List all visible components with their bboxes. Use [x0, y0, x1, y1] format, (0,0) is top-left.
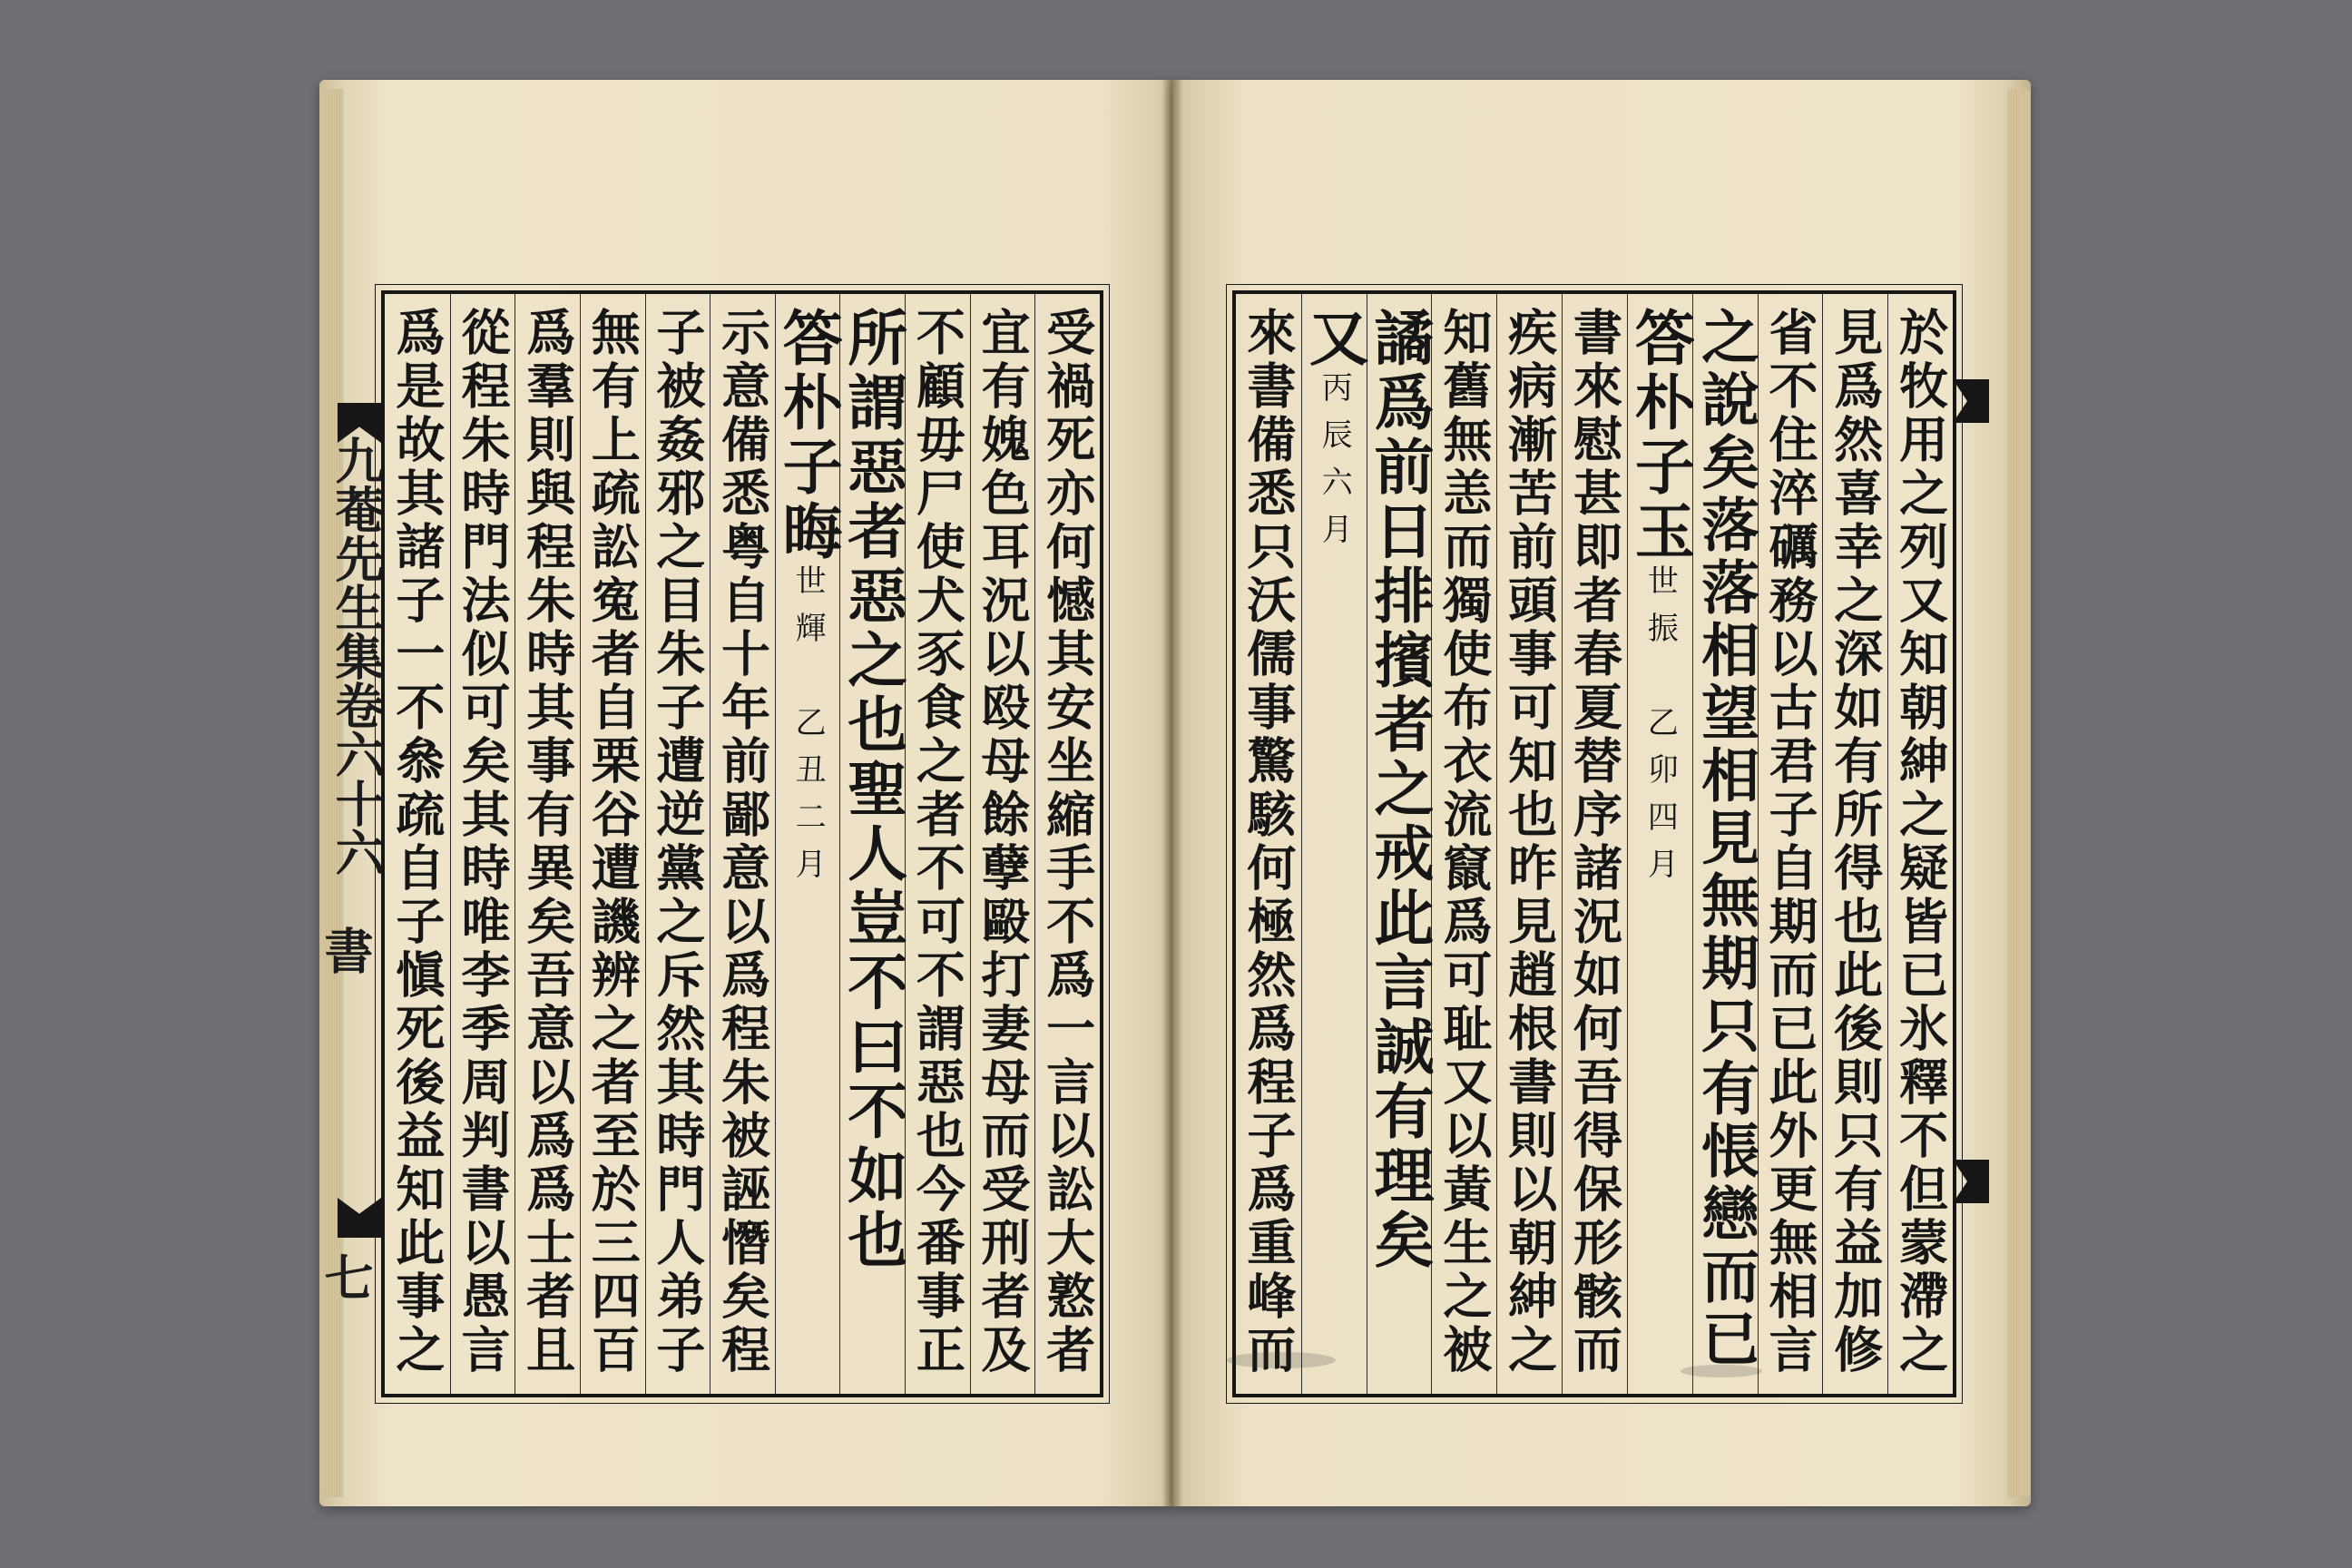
column-main-text: 無有上疏訟寃者自栗谷遭譏辨之者至於三四百: [583, 307, 642, 1377]
text-column: [905, 294, 970, 1394]
column-main-text: 知舊無恙而獨使布衣流竄爲可耻又以黃生之被: [1435, 307, 1494, 1377]
text-column: [1431, 294, 1496, 1394]
text-column: [1562, 294, 1627, 1394]
text-column: [1692, 294, 1758, 1394]
column-text: [837, 307, 908, 1273]
column-text: [1691, 307, 1760, 1371]
text-column: [580, 294, 645, 1394]
ink-smudge: [1227, 1352, 1336, 1368]
section-label: 書: [317, 926, 375, 975]
column-main-text: 爲是故其諸子一不叅疏自子愼死後益知此事之: [387, 307, 446, 1377]
text-column: [450, 294, 515, 1394]
text-column: [385, 294, 450, 1394]
column-main-text: 譎爲前日排擯者之戒此言誠有理矣: [1364, 307, 1436, 1273]
column-text: [1826, 307, 1885, 1377]
right-columns: [1236, 294, 1953, 1394]
text-column: [1822, 294, 1887, 1394]
column-text: [713, 307, 772, 1377]
column-text: [1565, 307, 1624, 1377]
column-text: [1038, 307, 1097, 1377]
column-text: [1298, 307, 1370, 560]
left-page: [319, 80, 1172, 1506]
text-column: [1624, 294, 1696, 1394]
text-column: [1236, 294, 1301, 1394]
text-column: [772, 294, 844, 1394]
open-book: [319, 80, 2031, 1506]
column-text: [1435, 307, 1494, 1377]
column-main-text: 書來慰甚即者春夏替序諸況如何吾得保形骸而: [1565, 307, 1624, 1377]
column-text: [518, 307, 577, 1377]
column-main-text: 答朴子晦: [772, 307, 844, 564]
text-column: [1364, 294, 1436, 1394]
left-columns: [385, 294, 1100, 1394]
column-main-text: 所謂惡者惡之也聖人豈不曰不如也: [837, 307, 908, 1273]
column-text: [1891, 307, 1950, 1377]
column-note-text: 世輝 乙丑二月: [789, 564, 827, 895]
text-column: [710, 294, 775, 1394]
fishtail-mark-bottom: [338, 1198, 381, 1238]
text-column: [1887, 294, 1953, 1394]
page-edge-right: [2007, 89, 2031, 1497]
column-main-text: 於牧用之列又知朝紳之疑皆已氷釋不但蒙滯之: [1891, 307, 1950, 1377]
column-text: [1500, 307, 1559, 1377]
book-title: 九菴先生集卷六十六: [328, 436, 386, 877]
right-text-frame: [1232, 290, 1956, 1397]
column-main-text: 來書備悉只沃儒事驚駭何極然爲程子爲重峰而: [1239, 307, 1298, 1377]
column-note-text: 世振 乙卯四月: [1642, 564, 1679, 895]
column-main-text: 省不住淬礪務以古君子自期而已此外更無相言: [1760, 307, 1819, 1377]
column-main-text: 從程朱時門法似可矣其時唯李季周判書以愚言: [453, 307, 512, 1377]
left-text-frame: [381, 290, 1103, 1397]
folio-number: 七: [317, 1252, 375, 1301]
column-main-text: 之說矣落落相望相見無期只有悵戀而已: [1691, 307, 1760, 1371]
column-main-text: 子被姦邪之目朱子遭逆黨之斥然其時門人弟子: [648, 307, 707, 1377]
text-column: [1034, 294, 1100, 1394]
column-main-text: 宜有媿色耳況以殴母餘孽毆打妻母而受刑者及: [974, 307, 1033, 1377]
column-text: [453, 307, 512, 1377]
ink-smudge: [1681, 1365, 1762, 1377]
text-column: [1298, 294, 1370, 1394]
column-text: [1239, 307, 1298, 1377]
column-main-text: 見爲然喜幸之深如有所得也此後則只有益加修: [1826, 307, 1885, 1377]
text-column: [514, 294, 580, 1394]
column-main-text: 受禍死亦何憾其安坐縮手不爲一言以訟大憝者: [1038, 307, 1097, 1377]
text-column: [1496, 294, 1562, 1394]
column-main-text: 示意備悉粤自十年前鄙意以爲程朱被誣憯矣程: [713, 307, 772, 1377]
column-text: [648, 307, 707, 1377]
column-main-text: 不顧毋尸使犬豕食之者不可不謂惡也今番事正: [908, 307, 967, 1377]
column-text: [908, 307, 967, 1377]
column-text: [1760, 307, 1819, 1377]
column-main-text: 疾病漸苦前頭事可知也昨見趙根書則以朝紳之: [1500, 307, 1559, 1377]
column-main-text: 又: [1298, 307, 1370, 371]
column-text: [772, 307, 844, 895]
text-column: [837, 294, 908, 1394]
text-column: [1758, 294, 1823, 1394]
column-note-text: 丙辰六月: [1316, 371, 1353, 560]
column-text: [387, 307, 446, 1377]
text-column: [970, 294, 1035, 1394]
column-main-text: 答朴子玉: [1624, 307, 1696, 564]
column-text: [1364, 307, 1436, 1273]
center-strip: [317, 290, 386, 1390]
column-text: [583, 307, 642, 1377]
column-text: [1624, 307, 1696, 895]
column-text: [974, 307, 1033, 1377]
column-main-text: 爲羣則與程朱時其事有異矣吾意以爲爲士者且: [518, 307, 577, 1377]
book-gutter: [1161, 80, 1183, 1506]
text-column: [645, 294, 710, 1394]
